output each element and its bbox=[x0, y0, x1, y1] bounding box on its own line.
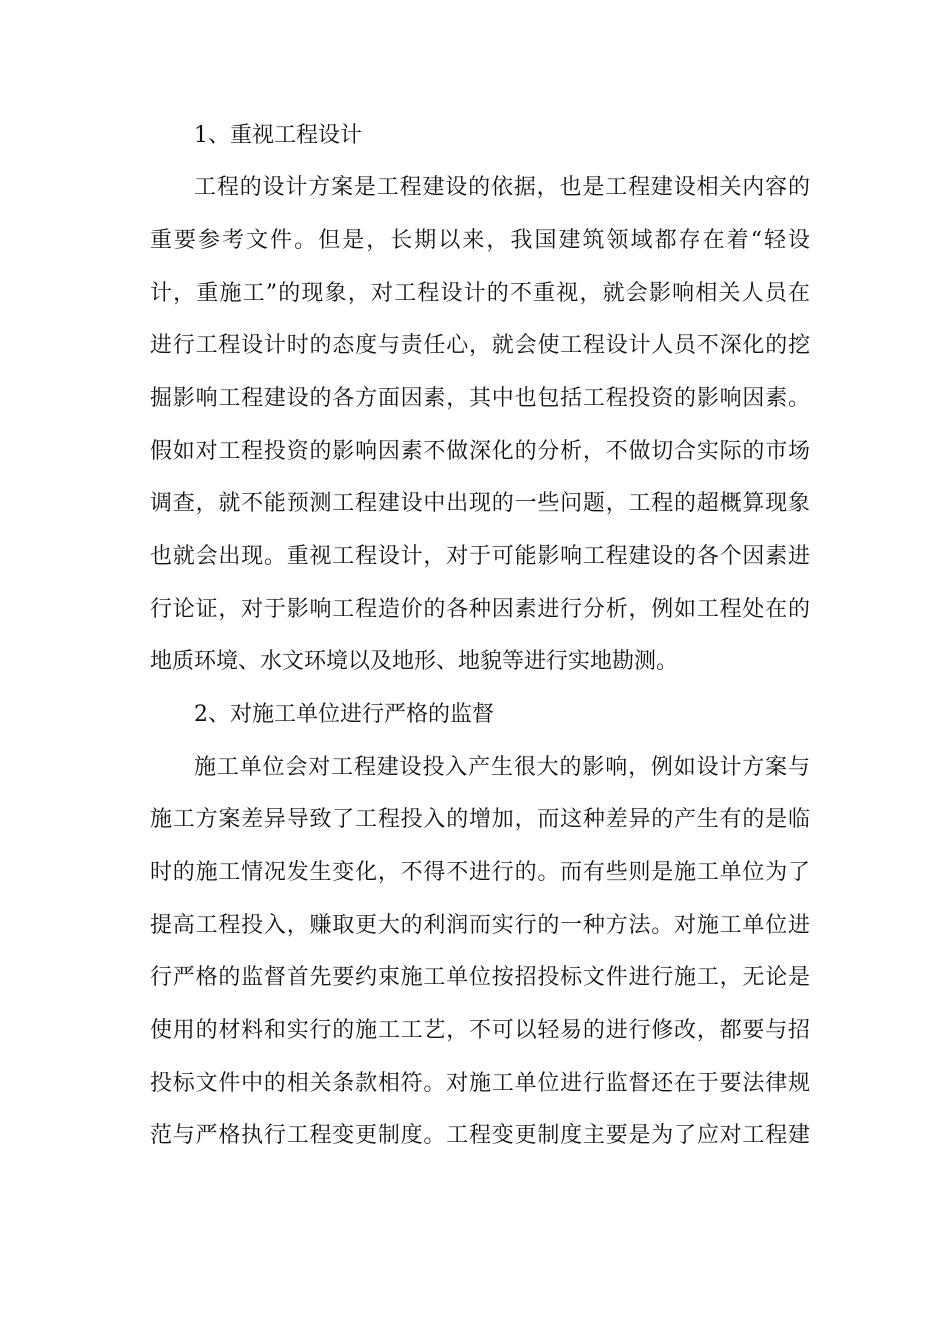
paragraph-2-line-7: 投标文件中的相关条款相符。对施工单位进行监督还在于要法律规 bbox=[150, 1071, 810, 1096]
paragraph-2-line-6: 使用的材料和实行的施工工艺，不可以轻易的进行修改，都要与招 bbox=[150, 1018, 810, 1043]
paragraph-1-line-1: 工程的设计方案是工程建设的依据，也是工程建设相关内容的 bbox=[194, 175, 810, 200]
paragraph-1-line-5: 掘影响工程建设的各方面因素，其中也包括工程投资的影响因素。 bbox=[150, 386, 810, 411]
paragraph-1-line-8: 也就会出现。重视工程设计，对于可能影响工程建设的各个因素进 bbox=[150, 544, 810, 569]
paragraph-1-line-4: 进行工程设计时的态度与责任心，就会使工程设计人员不深化的挖 bbox=[150, 333, 810, 358]
paragraph-2-line-5: 行严格的监督首先要约束施工单位按招投标文件进行施工，无论是 bbox=[150, 965, 810, 990]
paragraph-1-line-10: 地质环境、水文环境以及地形、地貌等进行实地勘测。 bbox=[150, 649, 679, 674]
paragraph-1-line-6: 假如对工程投资的影响因素不做深化的分析，不做切合实际的市场 bbox=[150, 439, 810, 464]
section-heading-1: 1、重视工程设计 bbox=[194, 123, 362, 148]
paragraph-1-line-3: 计，重施工”的现象，对工程设计的不重视，就会影响相关人员在 bbox=[150, 281, 810, 306]
paragraph-2-line-3: 时的施工情况发生变化，不得不进行的。而有些则是施工单位为了 bbox=[150, 860, 810, 885]
paragraph-1-line-7: 调查，就不能预测工程建设中出现的一些问题，工程的超概算现象 bbox=[150, 491, 810, 516]
paragraph-2-line-4: 提高工程投入，赚取更大的利润而实行的一种方法。对施工单位进 bbox=[150, 913, 810, 938]
paragraph-2-line-8: 范与严格执行工程变更制度。工程变更制度主要是为了应对工程建 bbox=[150, 1123, 810, 1148]
paragraph-2-line-1: 施工单位会对工程建设投入产生很大的影响，例如设计方案与 bbox=[194, 755, 810, 780]
paragraph-1-line-2: 重要参考文件。但是，长期以来，我国建筑领域都存在着“轻设 bbox=[150, 228, 810, 253]
paragraph-2-line-2: 施工方案差异导致了工程投入的增加，而这种差异的产生有的是临 bbox=[150, 807, 810, 832]
section-heading-2: 2、对施工单位进行严格的监督 bbox=[194, 702, 494, 727]
paragraph-1-line-9: 行论证，对于影响工程造价的各种因素进行分析，例如工程处在的 bbox=[150, 597, 810, 622]
